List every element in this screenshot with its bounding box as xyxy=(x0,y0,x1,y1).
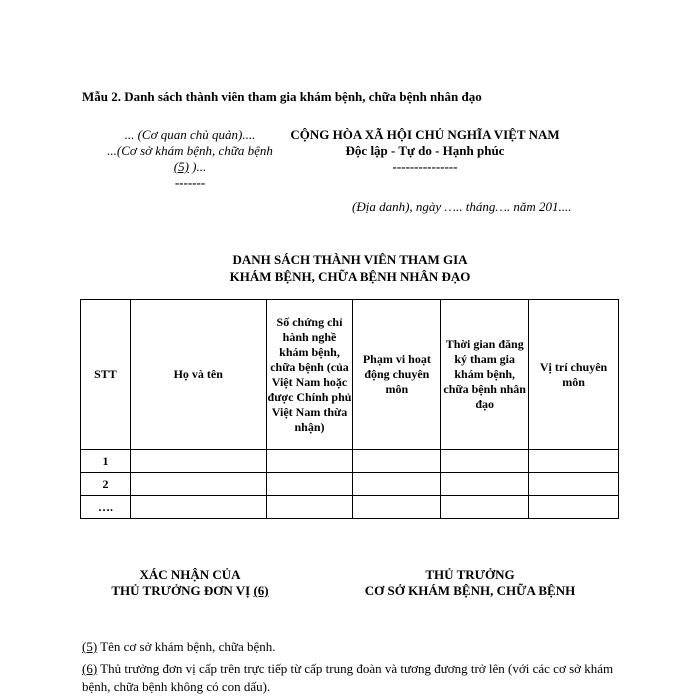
signature-left-line2-wrap xyxy=(100,583,280,599)
table-cell xyxy=(130,473,266,496)
place-date: (Địa danh), ngày ….. tháng…. năm 201.... xyxy=(352,199,572,214)
note-ref-6: (6) xyxy=(253,583,269,598)
note-ref-5: (5) xyxy=(173,159,189,174)
members-table xyxy=(80,299,619,519)
facility-line: ...(Cơ sở khám bệnh, chữa bệnh xyxy=(107,143,273,158)
footnote-ref: (6) xyxy=(82,661,98,676)
list-title xyxy=(150,251,550,285)
form-title: Mẫu 2. Danh sách thành viên tham gia khám bệnh, chữa bệnh nhân đạo xyxy=(82,89,482,104)
table-cell xyxy=(266,496,353,519)
table-cell: …. xyxy=(81,496,131,519)
parent-agency-line: ... (Cơ quan chủ quản).... xyxy=(124,127,256,142)
table-cell xyxy=(529,496,619,519)
table-cell xyxy=(266,473,353,496)
national-motto: Độc lập - Tự do - Hạnh phúc xyxy=(345,143,505,158)
motto-separator: --------------- xyxy=(392,159,458,174)
table-row xyxy=(81,496,619,519)
table-cell xyxy=(266,450,353,473)
table-cell xyxy=(353,473,441,496)
column-header: Thời gian đăng ký tham gia khám bệnh, chữa bệnh nhân đạo xyxy=(441,300,529,450)
list-title-line1: DANH SÁCH THÀNH VIÊN THAM GIA xyxy=(232,252,468,267)
table-header-row xyxy=(81,300,619,450)
column-header: Họ và tên xyxy=(130,300,266,450)
table-cell xyxy=(130,496,266,519)
table-cell: 1 xyxy=(81,450,131,473)
table-row xyxy=(81,450,619,473)
table-cell xyxy=(441,496,529,519)
agency-separator: ------- xyxy=(174,175,206,190)
table-cell xyxy=(353,496,441,519)
table-cell xyxy=(441,450,529,473)
table-cell xyxy=(529,473,619,496)
table-row xyxy=(81,473,619,496)
footnote-5 xyxy=(82,638,275,656)
facility-line-suffix: )... xyxy=(188,159,207,174)
signature-left-line2: THỦ TRƯỞNG ĐƠN VỊ xyxy=(111,583,254,598)
signature-left-line1: XÁC NHẬN CỦA xyxy=(139,567,241,582)
column-header: Số chứng chỉ hành nghề khám bệnh, chữa bệnh (của Việt Nam hoặc được Chính phủ Việt Nam thừa nhận) xyxy=(266,300,353,450)
footnote-ref: (5) xyxy=(82,639,98,654)
footnote-6 xyxy=(82,660,642,696)
national-header xyxy=(260,127,590,175)
table-cell xyxy=(353,450,441,473)
table-cell: 2 xyxy=(81,473,131,496)
column-header: STT xyxy=(81,300,131,450)
footnote-text: Tên cơ sở khám bệnh, chữa bệnh. xyxy=(97,639,276,654)
table-cell xyxy=(529,450,619,473)
signature-block-left xyxy=(100,567,280,599)
signature-right-line1: THỦ TRƯỞNG xyxy=(425,567,515,582)
signature-block-right xyxy=(330,567,610,599)
signature-right-line2: CƠ SỞ KHÁM BỆNH, CHỮA BỆNH xyxy=(364,583,576,598)
column-header: Phạm vi hoạt động chuyên môn xyxy=(353,300,441,450)
table-cell xyxy=(441,473,529,496)
footnote-text: Thủ trưởng đơn vị cấp trên trực tiếp từ cấp trung đoàn và tương đương trở lên (với các cơ sở khám bệnh, chữa bệnh không có con dấu). xyxy=(82,661,614,694)
table-cell xyxy=(130,450,266,473)
national-name: CỘNG HÒA XÃ HỘI CHỦ NGHĨA VIỆT NAM xyxy=(290,127,560,142)
list-title-line2: KHÁM BỆNH, CHỮA BỆNH NHÂN ĐẠO xyxy=(229,269,471,284)
column-header: Vị trí chuyên môn xyxy=(529,300,619,450)
